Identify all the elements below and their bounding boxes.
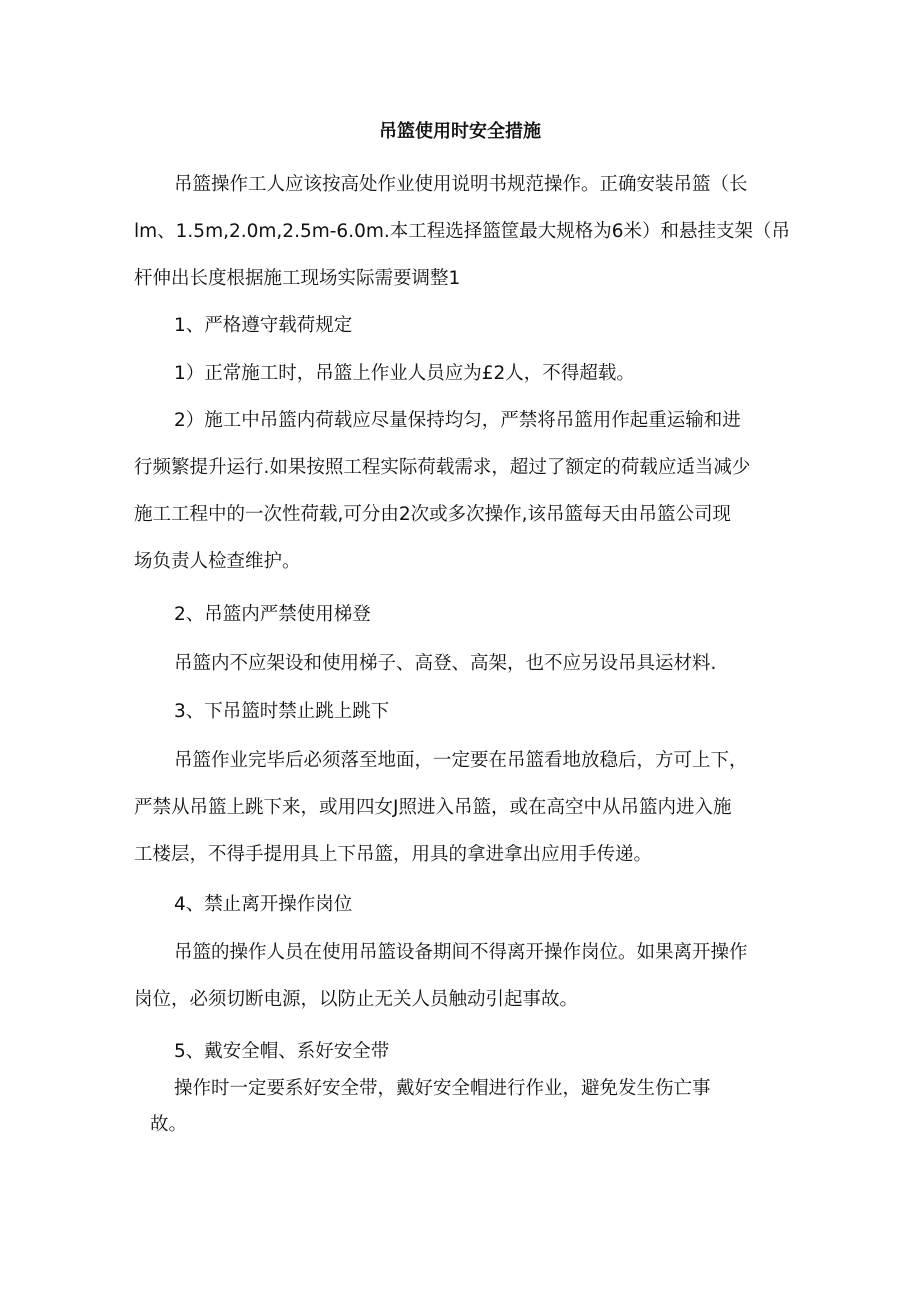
paragraph: [134, 737, 796, 878]
document-title: 吊篮使用时安全措施: [379, 121, 541, 142]
paragraph-line: 2）施工中吊篮内荷载应尽量保持均匀，严禁将吊篮用作起重运输和进: [174, 410, 741, 431]
section-heading: 5、戴安全帽、系好安全带: [174, 1041, 390, 1062]
section-heading: 1、严格遵守载荷规定: [174, 315, 353, 336]
intro-line: lm、1.5m,2.0m,2.5m-6.0m.本工程选择篮筐最大规格为6米）和悬挂支架（吊: [134, 221, 791, 242]
intro-line: 杆伸出长度根据施工现场实际需要调整1: [134, 268, 461, 289]
paragraph-line: 场负责人检查维护。: [134, 551, 301, 572]
paragraph: [134, 350, 796, 397]
paragraph-line: 吊篮作业完毕后必须落至地面，一定要在吊篮看地放稳后，方可上下，: [174, 750, 748, 771]
paragraph: [134, 640, 796, 687]
paragraph-line: 1）正常施工时，吊篮上作业人员应为£2人，不得超载。: [174, 363, 635, 384]
paragraph-line: 岗位，必须切断电源，以防止无关人员触动引起事故。: [134, 989, 579, 1010]
intro-line: 吊篮操作工人应该按高处作业使用说明书规范操作。正确安装吊篮（长: [174, 174, 748, 195]
paragraph: [134, 1071, 796, 1143]
paragraph: [134, 397, 796, 585]
paragraph-line: 操作时一定要系好安全带，戴好安全帽进行作业，避免发生伤亡事: [174, 1078, 711, 1099]
paragraph-line: 施工工程中的一次性荷载,可分由2次或多次操作,该吊篮每天由吊篮公司现: [134, 504, 732, 525]
paragraph-line: 严禁从吊篮上跳下来，或用四女J照进入吊篮，或在高空中从吊篮内进入施: [134, 797, 732, 818]
paragraph: [134, 929, 796, 1023]
paragraph-line: 行频繁提升运行.如果按照工程实际荷载需求，超过了额定的荷载应适当减少: [134, 457, 751, 478]
section-heading: 3、下吊篮时禁止跳上跳下: [174, 701, 390, 722]
section-heading: 2、吊篮内严禁使用梯登: [174, 604, 371, 625]
paragraph-line: 工楼层，不得手提用具上下吊篮，用具的拿进拿出应用手传递。: [134, 844, 653, 865]
paragraph-line: 吊篮的操作人员在使用吊篮设备期间不得离开操作岗位。如果离开操作: [174, 942, 748, 963]
paragraph-line: 故。: [150, 1114, 188, 1135]
section-heading: 4、禁止离开操作岗位: [174, 894, 353, 915]
paragraph-line: 吊篮内不应架设和使用梯子、高登、高架，也不应另设吊具运材料.: [174, 653, 717, 674]
intro-paragraph: [134, 161, 796, 302]
